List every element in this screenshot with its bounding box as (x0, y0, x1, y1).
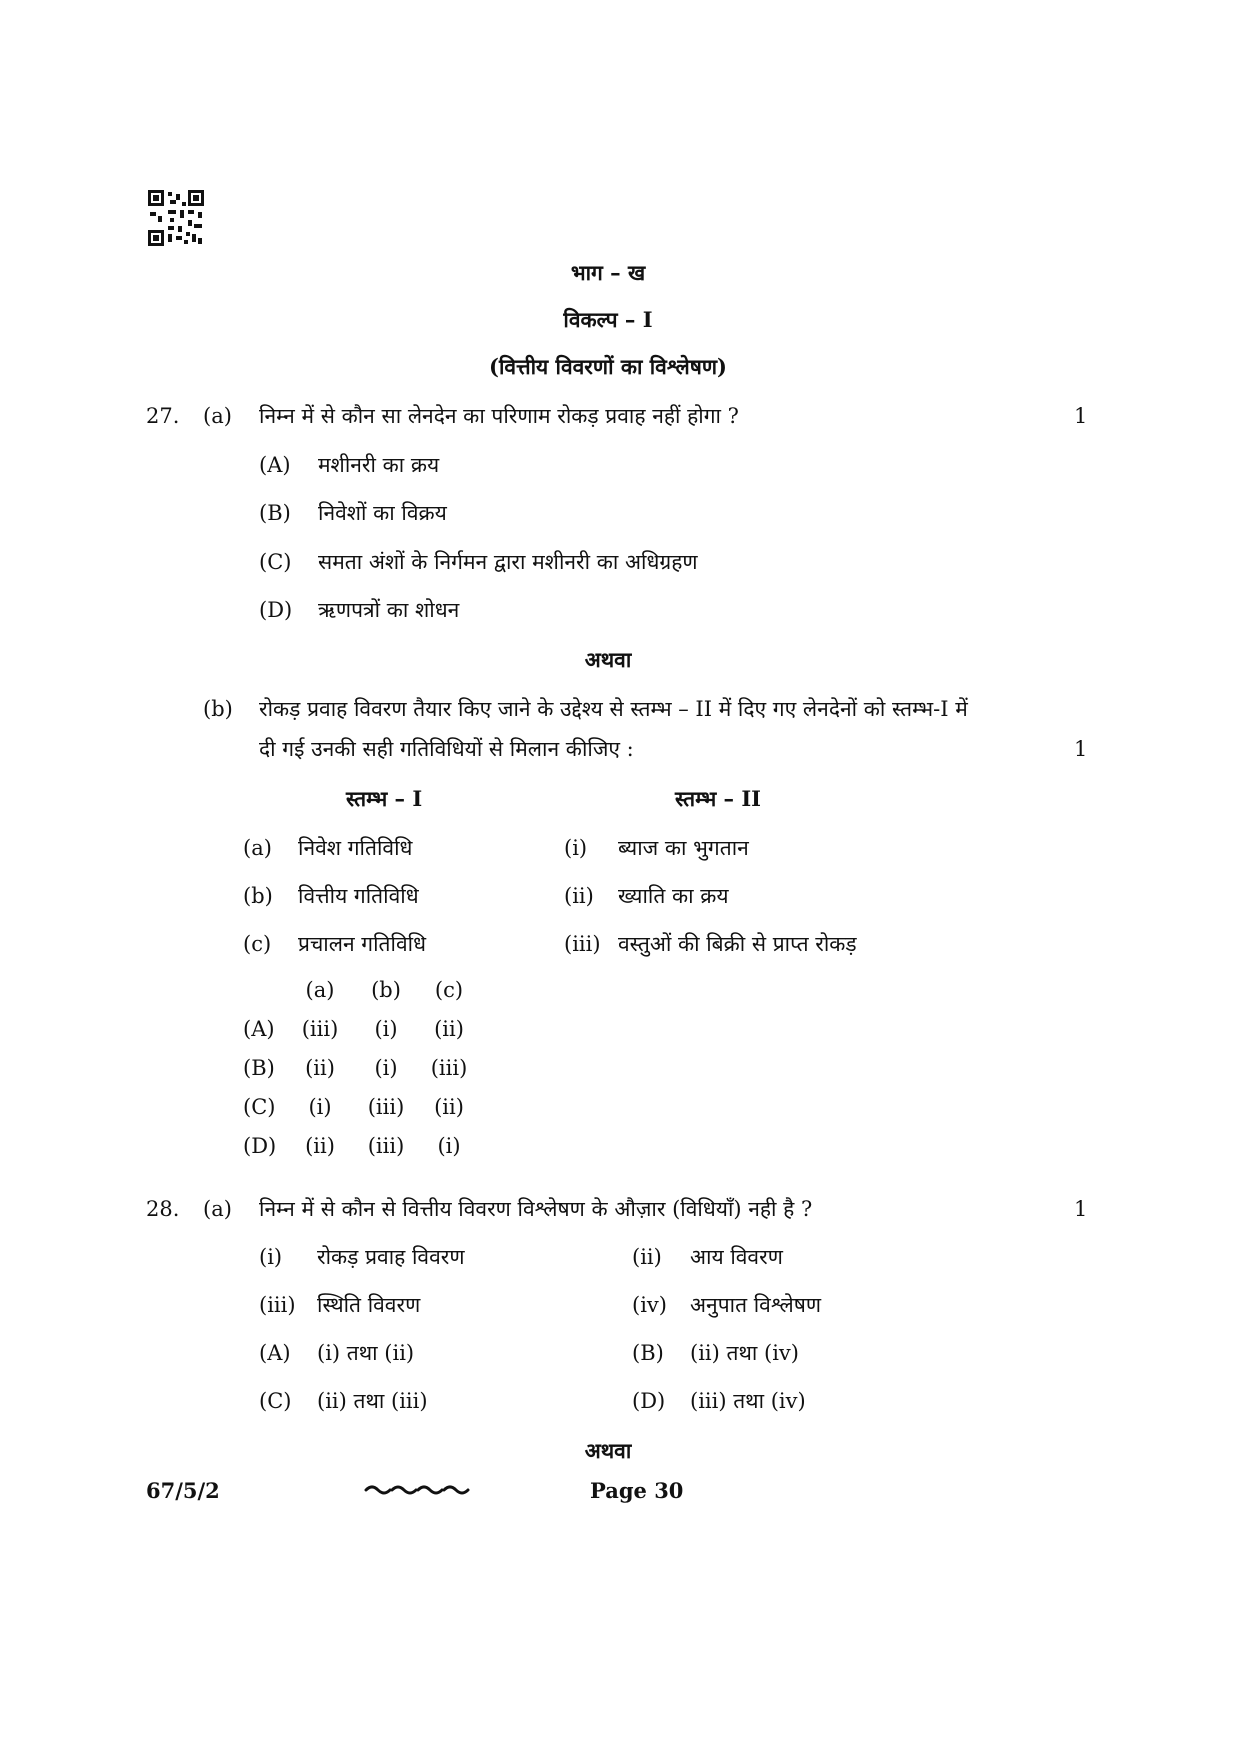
q27b-label: (b) (203, 697, 233, 721)
column-1-key: (c) (243, 932, 272, 956)
q28-item-key: (iii) (259, 1293, 296, 1317)
column-2-text: वस्तुओं की बिक्री से प्राप्त रोकड़ (618, 932, 857, 956)
answer-header: (a) (305, 978, 335, 1002)
q28-option-text: (ii) तथा (iv) (690, 1341, 799, 1365)
q28-option-text: (ii) तथा (iii) (317, 1389, 428, 1413)
answer-value: (iii) (430, 1056, 468, 1080)
answer-key: (D) (243, 1134, 277, 1158)
q28-option-key: (B) (632, 1341, 664, 1365)
q28-item-key: (iv) (632, 1293, 667, 1317)
q27b-marks: 1 (1074, 737, 1088, 761)
q27a-option-key: (B) (259, 501, 291, 525)
q27a-option-text: समता अंशों के निर्गमन द्वारा मशीनरी का अधिग्रहण (318, 550, 698, 574)
column-1-key: (b) (243, 884, 273, 908)
q27b-line2: दी गई उनकी सही गतिविधियों से मिलान कीजिए : (259, 737, 634, 761)
column-1-text: निवेश गतिविधि (298, 836, 413, 860)
q28-item-key: (ii) (632, 1245, 662, 1269)
q28-item-key: (i) (259, 1245, 283, 1269)
column-2-header: स्तम्भ – II (675, 786, 761, 811)
answer-value: (iii) (367, 1134, 405, 1158)
wave-mark-icon (364, 1482, 470, 1502)
section-subtitle: (वित्तीय विवरणों का विश्लेषण) (489, 354, 727, 379)
q28-number: 28. (146, 1197, 180, 1221)
section-option: विकल्प – I (563, 307, 653, 332)
answer-value: (i) (374, 1017, 398, 1041)
q28-option-key: (D) (632, 1389, 666, 1413)
answer-value: (ii) (305, 1134, 335, 1158)
section-part: भाग – ख (570, 260, 646, 285)
q28-or: अथवा (584, 1438, 632, 1463)
q27a-marks: 1 (1074, 404, 1088, 428)
q28-item-text: अनुपात विश्लेषण (690, 1293, 822, 1317)
q28-option-text: (i) तथा (ii) (317, 1341, 415, 1365)
column-2-text: ख्याति का क्रय (618, 884, 729, 908)
answer-value: (i) (437, 1134, 461, 1158)
qr-code (148, 190, 204, 246)
answer-value: (ii) (434, 1095, 464, 1119)
answer-value: (iii) (301, 1017, 339, 1041)
q28a-marks: 1 (1074, 1197, 1088, 1221)
answer-value: (ii) (434, 1017, 464, 1041)
column-1-header: स्तम्भ – I (346, 786, 423, 811)
column-1-text: प्रचालन गतिविधि (298, 932, 426, 956)
q27a-text: निम्न में से कौन सा लेनदेन का परिणाम रोकड़ प्रवाह नहीं होगा ? (259, 404, 739, 428)
q28-item-text: आय विवरण (690, 1245, 783, 1269)
answer-value: (ii) (305, 1056, 335, 1080)
column-1-text: वित्तीय गतिविधि (298, 884, 419, 908)
column-2-key: (ii) (564, 884, 594, 908)
answer-value: (i) (374, 1056, 398, 1080)
q28-option-key: (C) (259, 1389, 292, 1413)
q27a-label: (a) (203, 404, 232, 428)
q28-item-text: रोकड़ प्रवाह विवरण (317, 1245, 465, 1269)
page-number: Page 30 (590, 1478, 684, 1503)
column-2-key: (i) (564, 836, 588, 860)
q27a-option-text: मशीनरी का क्रय (318, 453, 440, 477)
answer-value: (iii) (367, 1095, 405, 1119)
q28-option-text: (iii) तथा (iv) (690, 1389, 806, 1413)
column-1-key: (a) (243, 836, 272, 860)
q27-number: 27. (146, 404, 180, 428)
column-2-text: ब्याज का भुगतान (618, 836, 749, 860)
q28a-text: निम्न में से कौन से वित्तीय विवरण विश्लेषण के औज़ार (विधियाँ) नही है ? (259, 1197, 813, 1221)
answer-key: (A) (243, 1017, 275, 1041)
answer-header: (b) (371, 978, 401, 1002)
q27-or: अथवा (584, 647, 632, 672)
answer-key: (B) (243, 1056, 275, 1080)
answer-header: (c) (434, 978, 464, 1002)
paper-code: 67/5/2 (146, 1478, 220, 1503)
q27a-option-text: निवेशों का विक्रय (318, 501, 447, 525)
q28-option-key: (A) (259, 1341, 291, 1365)
answer-value: (i) (308, 1095, 332, 1119)
q27a-option-key: (C) (259, 550, 292, 574)
q27b-line1: रोकड़ प्रवाह विवरण तैयार किए जाने के उद्देश्य से स्तम्भ – II में दिए गए लेनदेनों को स्तम्भ-I में (259, 697, 968, 721)
q28-item-text: स्थिति विवरण (317, 1293, 421, 1317)
answer-key: (C) (243, 1095, 276, 1119)
q27a-option-key: (D) (259, 598, 293, 622)
q27a-option-text: ऋणपत्रों का शोधन (318, 598, 460, 622)
column-2-key: (iii) (564, 932, 601, 956)
q28a-label: (a) (203, 1197, 232, 1221)
q27a-option-key: (A) (259, 453, 291, 477)
